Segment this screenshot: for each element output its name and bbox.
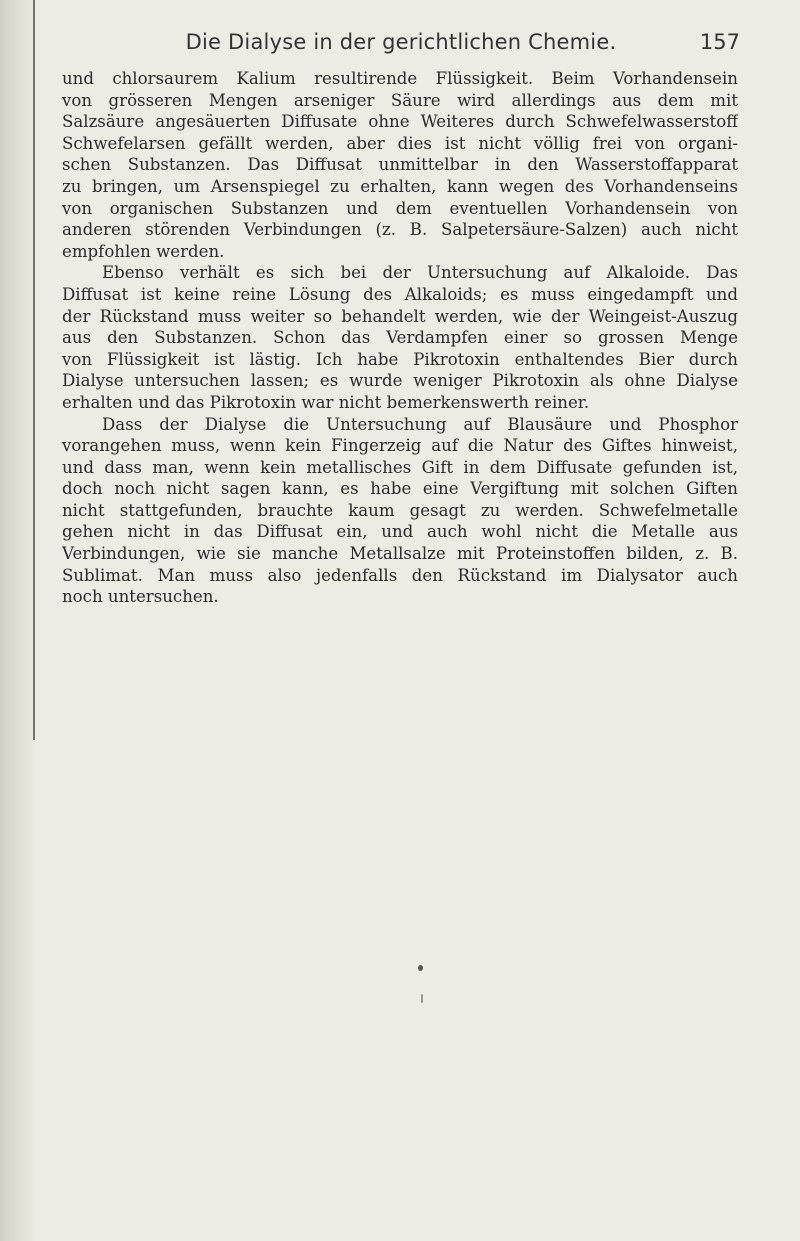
text-line: Schwefelarsen gefällt werden, aber dies ist nicht völlig frei von organi- — [62, 133, 738, 153]
paragraph — [62, 262, 738, 413]
text-line: und dass man, wenn kein metallisches Gift in dem Diffusate gefunden ist, — [62, 457, 738, 477]
text-line: Sublimat. Man muss also jedenfalls den Rückstand im Dialysator auch — [62, 565, 738, 585]
text-line: aus den Substanzen. Schon das Verdampfen einer so grossen Menge — [62, 328, 738, 348]
text-line: von grösseren Mengen arseniger Säure wird allerdings aus dem mit — [62, 90, 738, 110]
text-line: doch noch nicht sagen kann, es habe eine Vergiftung mit solchen Giften — [62, 479, 738, 499]
text-line: und chlorsaurem Kalium resultirende Flüssigkeit. Beim Vorhandensein — [62, 69, 738, 88]
text-line: erhalten und das Pikrotoxin war nicht bemerkenswerth reiner. — [62, 392, 590, 412]
body-text — [62, 68, 738, 608]
text-line: gehen nicht in das Diffusat ein, und auch wohl nicht die Metalle aus — [62, 522, 738, 542]
text-line: schen Substanzen. Das Diffusat unmittelbar in den Wasserstoffapparat — [62, 155, 738, 175]
text-line: von Flüssigkeit ist lästig. Ich habe Pikrotoxin enthaltendes Bier durch — [62, 349, 738, 369]
text-line: Dialyse untersuchen lassen; es wurde weniger Pikrotoxin als ohne Dialyse — [62, 371, 738, 391]
text-line: vorangehen muss, wenn kein Fingerzeig auf die Natur des Giftes hinweist, — [62, 436, 738, 456]
text-line: nicht stattgefunden, brauchte kaum gesagt zu werden. Schwefelmetalle — [62, 500, 738, 520]
header-title: Die Dialyse in der gerichtlichen Chemie. — [185, 30, 617, 54]
text-line: Diffusat ist keine reine Lösung des Alkaloids; es muss eingedampft und — [62, 284, 738, 304]
paragraph — [62, 68, 738, 262]
binding-shadow-line — [33, 0, 35, 740]
page-binding-edge — [0, 0, 36, 1241]
text-line: der Rückstand muss weiter so behandelt werden, wie der Weingeist-Auszug — [62, 306, 738, 326]
print-speck — [421, 994, 423, 1003]
text-line: Salzsäure angesäuerten Diffusate ohne Weiteres durch Schwefelwasserstoff — [62, 112, 738, 132]
text-line: noch untersuchen. — [62, 587, 219, 607]
text-line: Dass der Dialyse die Untersuchung auf Blausäure und Phosphor — [102, 414, 738, 434]
text-line: empfohlen werden. — [62, 241, 225, 261]
running-header — [62, 30, 740, 62]
text-line: von organischen Substanzen und dem eventuellen Vorhandensein von — [62, 198, 738, 218]
text-line: Verbindungen, wie sie manche Metallsalze mit Proteinstoffen bilden, z. B. — [62, 544, 738, 564]
text-line: zu bringen, um Arsenspiegel zu erhalten, kann wegen des Vorhandenseins — [62, 176, 738, 196]
page-number: 157 — [699, 30, 740, 54]
paragraph — [62, 414, 738, 608]
text-line: Ebenso verhält es sich bei der Untersuchung auf Alkaloide. Das — [102, 263, 738, 283]
text-line: anderen störenden Verbindungen (z. B. Salpetersäure-Salzen) auch nicht — [62, 220, 738, 240]
print-speck — [418, 965, 423, 971]
